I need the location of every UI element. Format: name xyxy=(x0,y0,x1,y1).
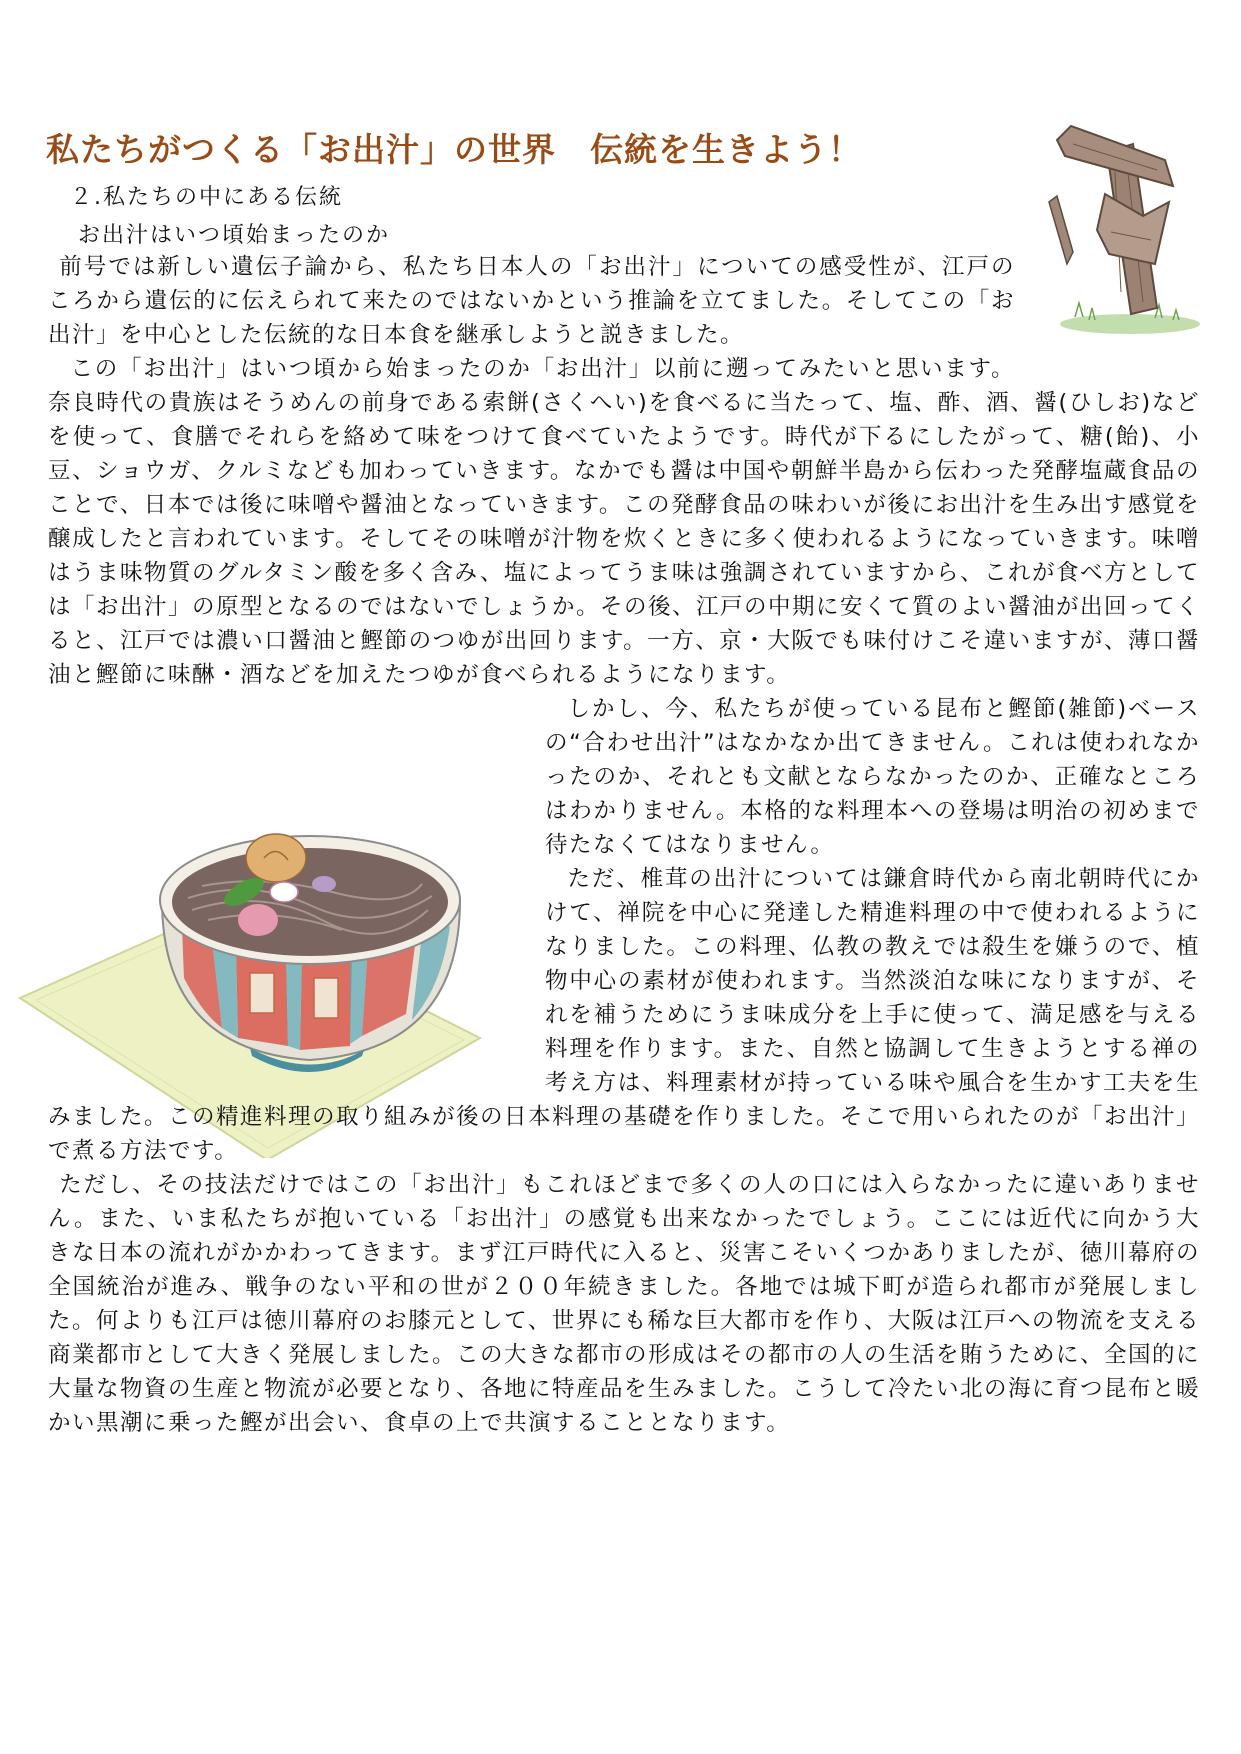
paragraph-1: 前号では新しい遺伝子論から、私たち日本人の「お出汁」についての感受性が、江戸のころから遺伝的に伝えられて来たのではないかという推論を立てました。そしてこの「お出汁」を中心とした伝統的な日本食を継承しようと説きました。 xyxy=(48,254,1015,348)
paragraph-4: ただ、椎茸の出汁については鎌倉時代から南北朝時代にかけて、禅院を中心に発達した精進料理の中で使われるようになりました。この料理、仏教の教えでは殺生を嫌うので、植物中心の素材が使われます。当然淡泊な味になりますが、それを補うためにうま味成分を上手に使って、満足感を与える料理を作ります。また、自然と協調して生きようとする禅の考え方は、料理素材が持っている味や風合を生かす工夫を生みました。この精進料理の取り組みが後の日本料理の基礎を作りました。そこで用いられたのが「お出汁」で煮る方法です。 xyxy=(48,866,1201,1164)
paragraph-5: ただし、その技法だけではこの「お出汁」もこれほどまで多くの人の口には入らなかったに違いありません。また、いま私たちが抱いている「お出汁」の感覚も出来なかったでしょう。ここには近代に向かう大きな日本の流れがかかわってきます。まず江戸時代に入ると、災害こそいくつかありましたが、徳川幕府の全国統治が進み、戦争のない平和の世が２００年続きました。各地では城下町が造られ都市が発展しました。何よりも江戸は徳川幕府のお膝元として、世界にも稀な巨大都市を作り、大阪は江戸への物流を支える商業都市として大きく発展しました。この大きな都市の形成はその都市の人の生活を賄うために、全国的に大量な物資の生産と物流が必要となり、各地に特産品を生みました。こうして冷たい北の海に育つ昆布と暖かい黒潮に乗った鰹が出会い、食卓の上で共演することとなります。 xyxy=(48,1172,1201,1436)
subsection-heading: お出汁はいつ頃始まったのか xyxy=(78,223,391,248)
bowl-float-space xyxy=(48,692,545,1100)
paragraph-2: この「お出汁」はいつ頃から始まったのか「お出汁」以前に遡ってみたいと思います。奈良時代の貴族はそうめんの前身である索餅(さくへい)を食べるに当たって、塩、酢、酒、醤(ひしお)などを使って、食膳でそれらを絡めて味をつけて食べていたようです。時代が下るにしたがって、糖(飴)、小豆、ショウガ、クルミなども加わっていきます。なかでも醤は中国や朝鮮半島から伝わった発酵塩蔵食品のことで、日本では後に味噌や醤油となっていきます。この発酵食品の味わいが後にお出汁を生み出す感覚を醸成したと言われています。そしてその味噌が汁物を炊くときに多く使われるようになっていきます。味噌はうま味物質のグルタミン酸を多く含み、塩によってうま味は強調されていますから、これが食べ方としては「お出汁」の原型となるのではないでしょうか。その後、江戸の中期に安くて質のよい醤油が出回ってくると、江戸では濃い口醤油と鰹節のつゆが出回ります。一方、京・大阪でも味付けこそ違いますが、薄口醤油と鰹節に味醂・酒などを加えたつゆが食べられるようになります。 xyxy=(48,356,1201,688)
article-body xyxy=(48,250,1200,1440)
signpost-float-space xyxy=(1015,250,1200,364)
section-heading: ２.私たちの中にある伝統 xyxy=(70,185,343,210)
document-title: 私たちがつくる「お出汁」の世界 伝統を生きよう！ xyxy=(46,130,862,169)
paragraph-3: しかし、今、私たちが使っている昆布と鰹節(雑節)ベースの“合わせ出汁”はなかなか出てきません。これは使われなかったのか、それとも文献とならなかったのか、正確なところはわかりません。本格的な料理本への登場は明治の初めまで待たなくてはなりません。 xyxy=(545,696,1200,858)
